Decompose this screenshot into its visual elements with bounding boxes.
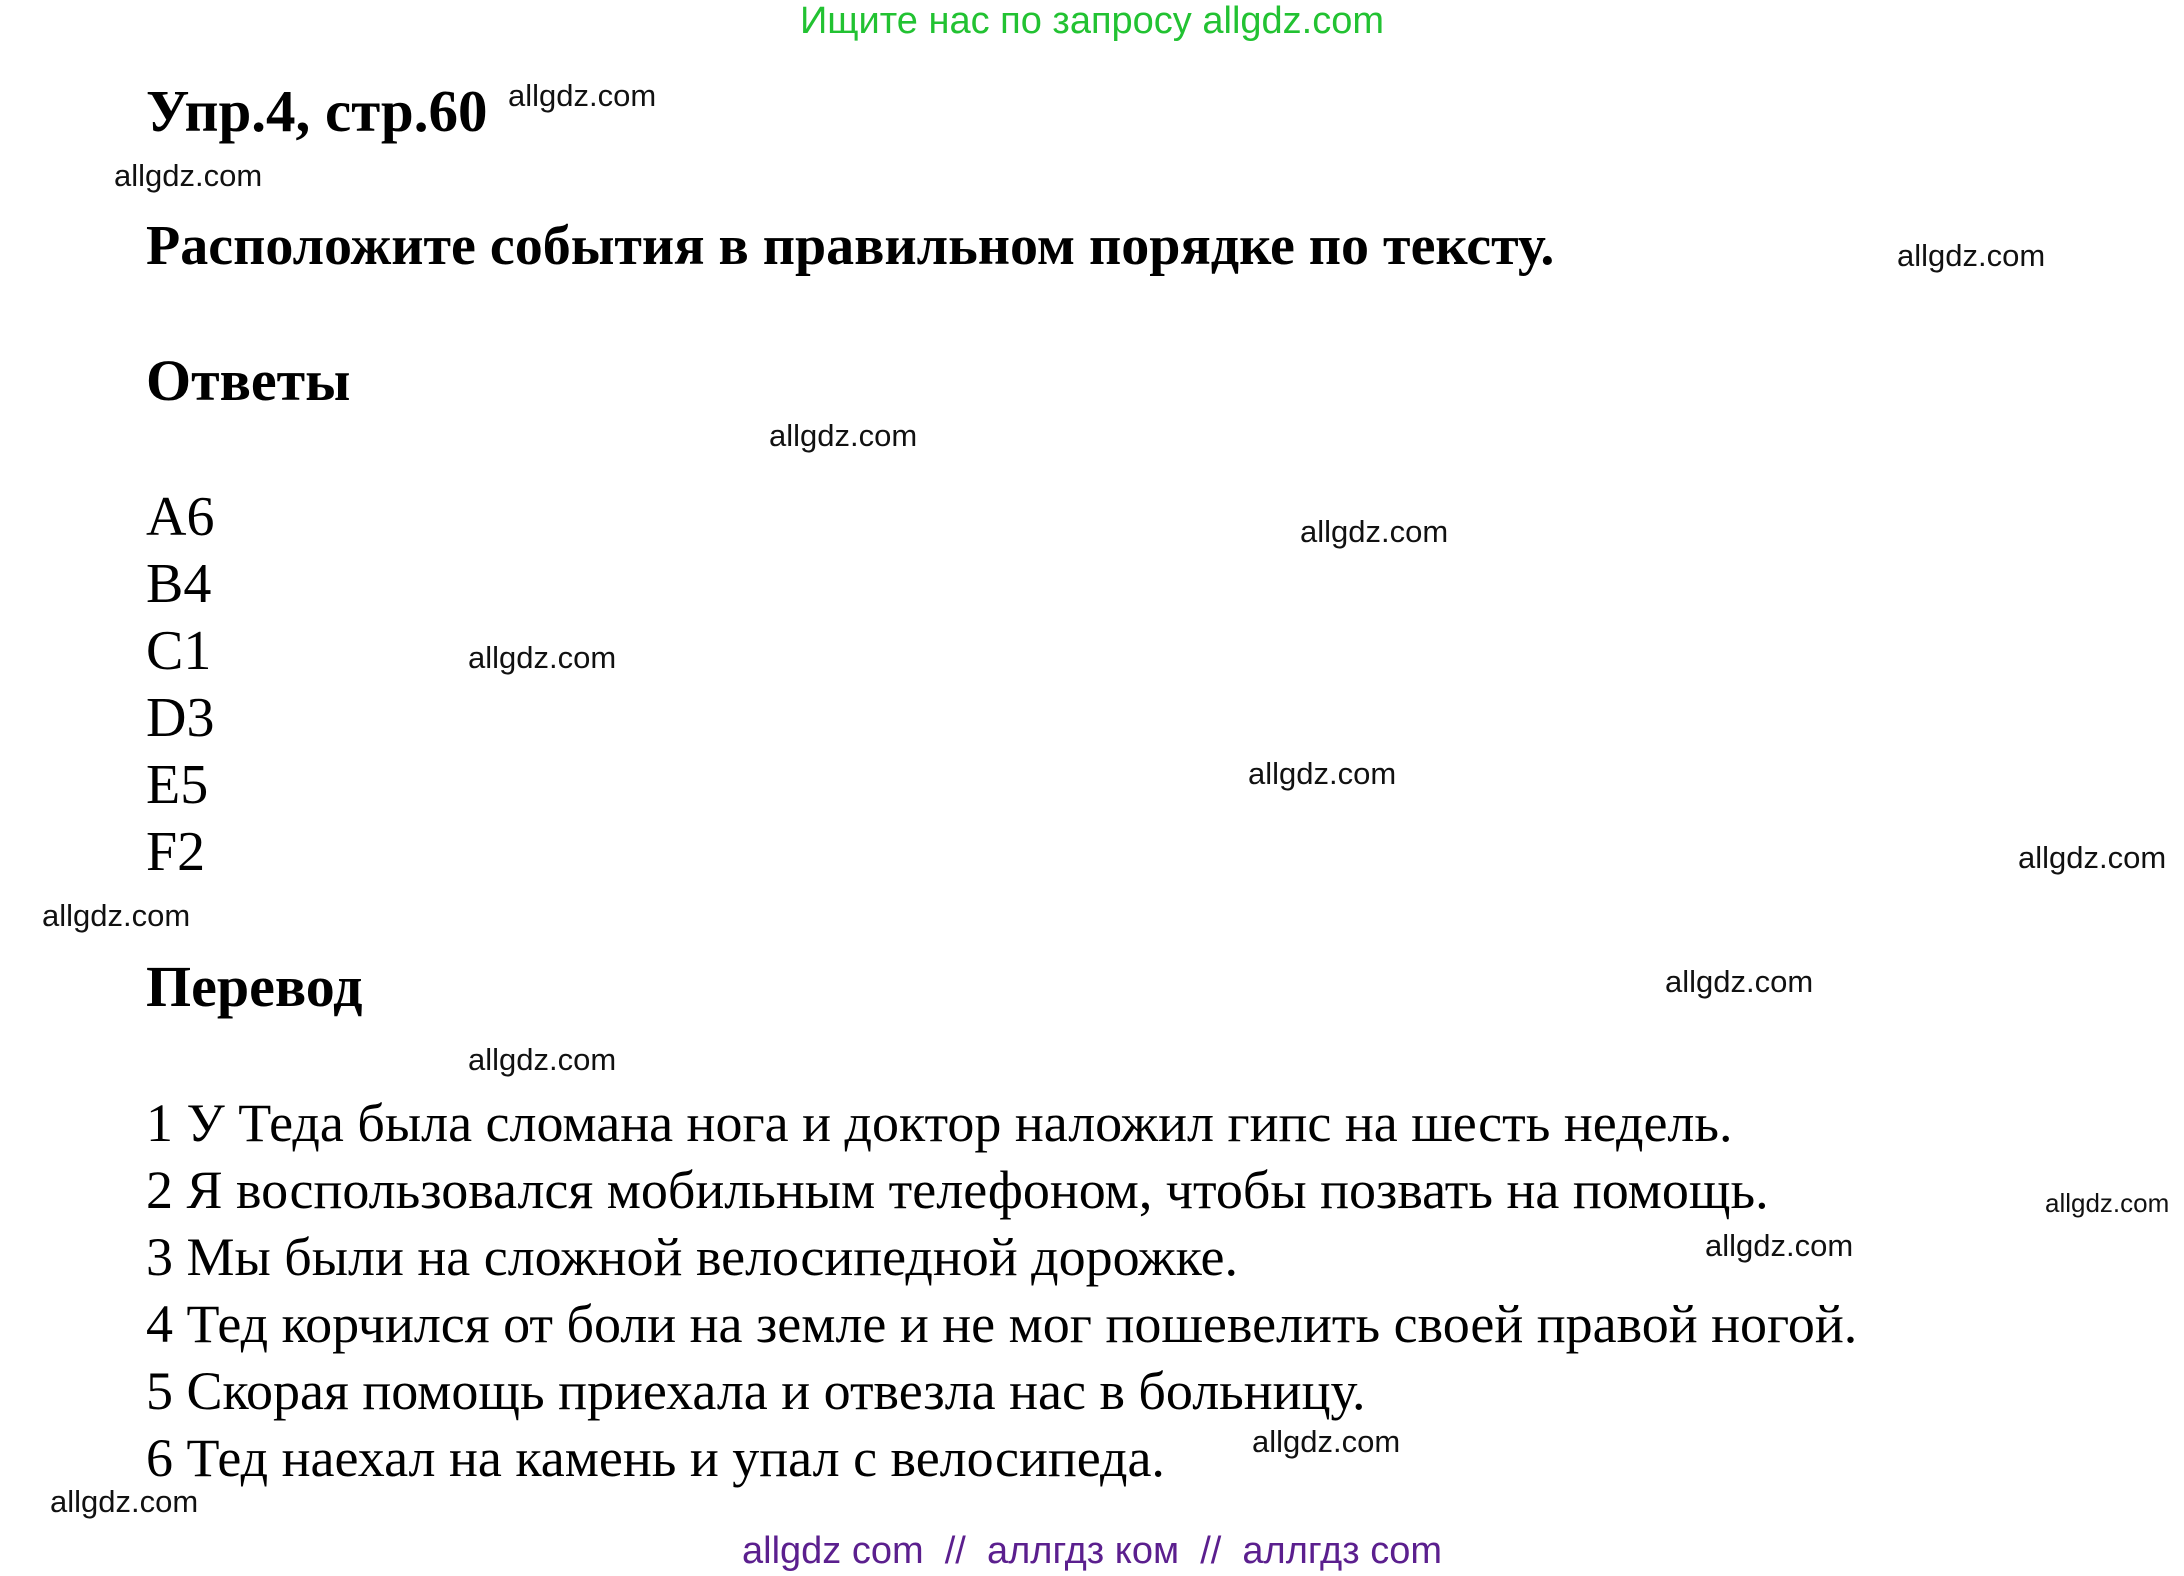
watermark: allgdz.com xyxy=(468,1042,617,1077)
answers-list xyxy=(146,484,214,886)
watermark: allgdz.com xyxy=(1300,514,1449,549)
watermark: allgdz.com xyxy=(508,78,657,113)
translation-line: 3 Мы были на сложной велосипедной дорожке. xyxy=(146,1227,1238,1287)
watermark: allgdz.com xyxy=(1252,1424,1401,1459)
translation-line: 6 Тед наехал на камень и упал с велосипеда. xyxy=(146,1428,1165,1488)
answer-item: C1 xyxy=(146,620,212,682)
answer-item: F2 xyxy=(146,821,206,883)
task-text: Расположите события в правильном порядке по тексту. xyxy=(146,215,1555,277)
watermark: allgdz.com xyxy=(1248,756,1397,791)
watermark: allgdz.com xyxy=(42,898,191,933)
answer-item: B4 xyxy=(146,553,212,615)
exercise-title: Упр.4, стр.60 xyxy=(146,78,488,144)
watermark: allgdz.com xyxy=(468,640,617,675)
translation-line: 1 У Теда была сломана нога и доктор наложил гипс на шесть недель. xyxy=(146,1093,1733,1153)
answer-item: D3 xyxy=(146,687,215,749)
footer-links[interactable]: allgdz com // аллгдз ком // аллгдз com xyxy=(742,1530,1442,1572)
watermark: allgdz.com xyxy=(1897,238,2046,273)
answer-item: A6 xyxy=(146,486,215,548)
watermark: allgdz.com xyxy=(2018,840,2167,875)
watermark: allgdz.com xyxy=(114,158,263,193)
watermark: allgdz.com xyxy=(2045,1188,2170,1218)
translation-heading: Перевод xyxy=(146,954,363,1019)
watermark: allgdz.com xyxy=(769,418,918,453)
translation-list xyxy=(146,1090,1857,1492)
translation-line: 4 Тед корчился от боли на земле и не мог пошевелить своей правой ногой. xyxy=(146,1294,1858,1354)
translation-line: 5 Скорая помощь приехала и отвезла нас в больницу. xyxy=(146,1361,1366,1421)
top-banner-link[interactable]: Ищите нас по запросу allgdz.com xyxy=(799,0,1384,42)
watermark: allgdz.com xyxy=(1705,1228,1854,1263)
answer-item: E5 xyxy=(146,754,209,816)
watermark: allgdz.com xyxy=(1665,964,1814,999)
answers-heading: Ответы xyxy=(146,348,351,413)
translation-line: 2 Я воспользовался мобильным телефоном, чтобы позвать на помощь. xyxy=(146,1160,1769,1220)
watermark: allgdz.com xyxy=(50,1484,199,1519)
